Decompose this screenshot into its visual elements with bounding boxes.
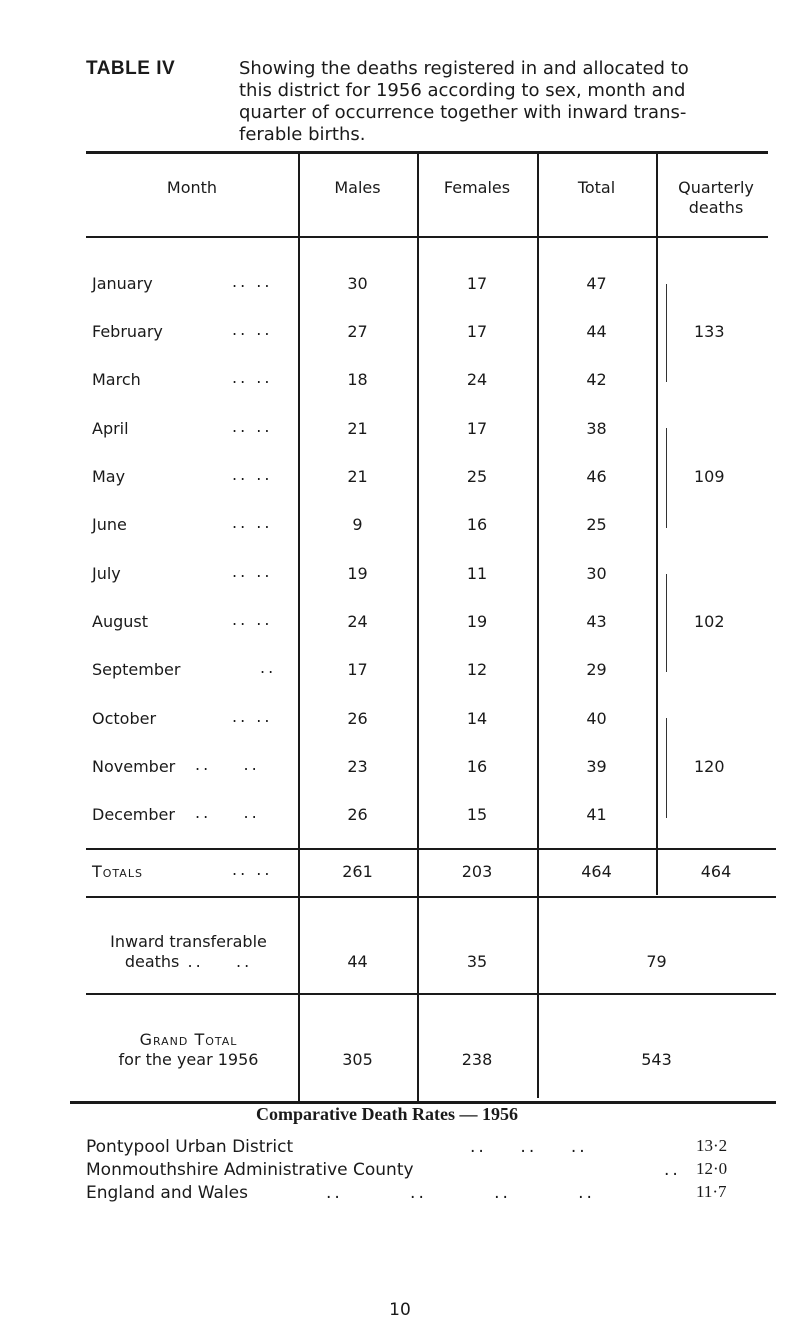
leader-dots: .. .. [232, 320, 273, 339]
males-value: 24 [347, 612, 368, 631]
leader-dots: .. .. [232, 417, 273, 436]
quarter-value: 102 [694, 612, 725, 631]
quarter-brace [666, 574, 673, 672]
grand-total-label: Grand Total for the year 1956 [118, 1030, 259, 1069]
females-value: 12 [466, 660, 488, 679]
females-value: 19 [466, 612, 488, 631]
totals-females: 203 [461, 862, 493, 881]
males-value: 18 [347, 370, 368, 389]
month-label: December [92, 805, 175, 824]
leader-dots: .. [260, 658, 277, 677]
leader-dots: .. .. .. [470, 1137, 588, 1157]
total-value: 30 [586, 564, 607, 583]
females-value: 17 [466, 274, 488, 293]
month-label: May [92, 467, 126, 486]
males-value: 21 [347, 467, 368, 486]
leader-dots: .. .. [232, 860, 273, 879]
header-females: Females [443, 178, 511, 197]
females-value: 17 [466, 419, 488, 438]
females-value: 25 [466, 467, 488, 486]
leader-dots: .. .. [232, 465, 273, 484]
month-label: June [92, 515, 127, 534]
month-label: August [92, 612, 148, 631]
header-total: Total [577, 178, 616, 197]
totals-quarterly: 464 [700, 862, 732, 881]
leader-dots: .. .. [195, 755, 260, 774]
grand-total-males: 305 [342, 1050, 373, 1069]
inward-females: 35 [466, 952, 488, 971]
month-label: October [92, 709, 157, 728]
quarter-value: 120 [694, 757, 725, 776]
females-value: 17 [466, 322, 488, 341]
inward-males: 44 [347, 952, 368, 971]
leader-dots: .. .. [179, 952, 253, 971]
total-value: 39 [586, 757, 607, 776]
total-value: 41 [586, 805, 607, 824]
header-males: Males [334, 178, 381, 197]
comparative-row: England and Wales .. .. .. .. [86, 1183, 595, 1203]
header-bottom-rule [86, 236, 768, 238]
table-caption: Showing the deaths registered in and allocated to this district for 1956 according to sex, month and quarter of occurrence together with inward trans- ferable births. [239, 58, 689, 145]
month-label: March [92, 370, 141, 389]
females-value: 16 [466, 515, 488, 534]
males-value: 30 [347, 274, 368, 293]
comparative-value: 11·7 [696, 1182, 727, 1201]
quarter-value: 133 [694, 322, 725, 341]
leader-dots: .. .. [232, 610, 273, 629]
column-divider [656, 153, 658, 895]
quarter-brace [666, 428, 673, 528]
males-value: 9 [352, 515, 363, 534]
females-value: 15 [466, 805, 488, 824]
month-label: February [92, 322, 163, 341]
total-value: 46 [586, 467, 607, 486]
males-value: 26 [347, 709, 368, 728]
quarter-brace [666, 284, 673, 382]
totals-bottom-rule [86, 896, 776, 898]
grand-total-females: 238 [461, 1050, 493, 1069]
totals-males: 261 [342, 862, 373, 881]
leader-dots: .. .. [232, 707, 273, 726]
males-value: 26 [347, 805, 368, 824]
totals-top-rule [86, 848, 776, 850]
total-value: 47 [586, 274, 607, 293]
comparative-row: Monmouthshire Administrative County .. [86, 1160, 681, 1180]
leader-dots: .. .. [232, 562, 273, 581]
grand-total-total: 543 [641, 1050, 672, 1069]
males-value: 21 [347, 419, 368, 438]
total-value: 42 [586, 370, 607, 389]
comparative-title: Comparative Death Rates — 1956 [256, 1104, 518, 1124]
comparative-value: 13·2 [696, 1136, 728, 1155]
comparative-row: Pontypool Urban District .. .. .. [86, 1137, 588, 1157]
inward-bottom-rule [86, 993, 776, 995]
total-value: 40 [586, 709, 607, 728]
leader-dots: .. .. [195, 803, 260, 822]
totals-label: Totals [92, 862, 143, 881]
males-value: 17 [347, 660, 368, 679]
table-label: TABLE IV [86, 58, 176, 79]
quarter-value: 109 [694, 467, 725, 486]
males-value: 27 [347, 322, 368, 341]
females-value: 16 [466, 757, 488, 776]
month-label: November [92, 757, 176, 776]
males-value: 19 [347, 564, 368, 583]
total-value: 25 [586, 515, 607, 534]
leader-dots: .. .. [232, 272, 273, 291]
quarter-brace [666, 718, 673, 818]
month-label: July [92, 564, 121, 583]
males-value: 23 [347, 757, 368, 776]
leader-dots: .. .. [232, 513, 273, 532]
females-value: 11 [466, 564, 488, 583]
leader-dots: .. .. [232, 368, 273, 387]
inward-label: Inward transferable deaths .. .. [110, 932, 267, 971]
header-quarterly: Quarterly deaths [678, 178, 754, 217]
page-number: 10 [389, 1300, 411, 1320]
females-value: 14 [466, 709, 488, 728]
total-value: 43 [586, 612, 607, 631]
table-top-rule [86, 151, 768, 154]
inward-total: 79 [646, 952, 667, 971]
total-value: 44 [586, 322, 607, 341]
totals-total: 464 [581, 862, 612, 881]
month-label: April [92, 419, 129, 438]
total-value: 29 [586, 660, 607, 679]
header-month: Month [166, 178, 218, 197]
females-value: 24 [466, 370, 488, 389]
comparative-value: 12·0 [696, 1159, 728, 1178]
leader-dots: .. [664, 1160, 681, 1180]
month-label: January [92, 274, 153, 293]
leader-dots: .. .. .. .. [326, 1183, 595, 1203]
total-value: 38 [586, 419, 607, 438]
month-label: September [92, 660, 181, 679]
